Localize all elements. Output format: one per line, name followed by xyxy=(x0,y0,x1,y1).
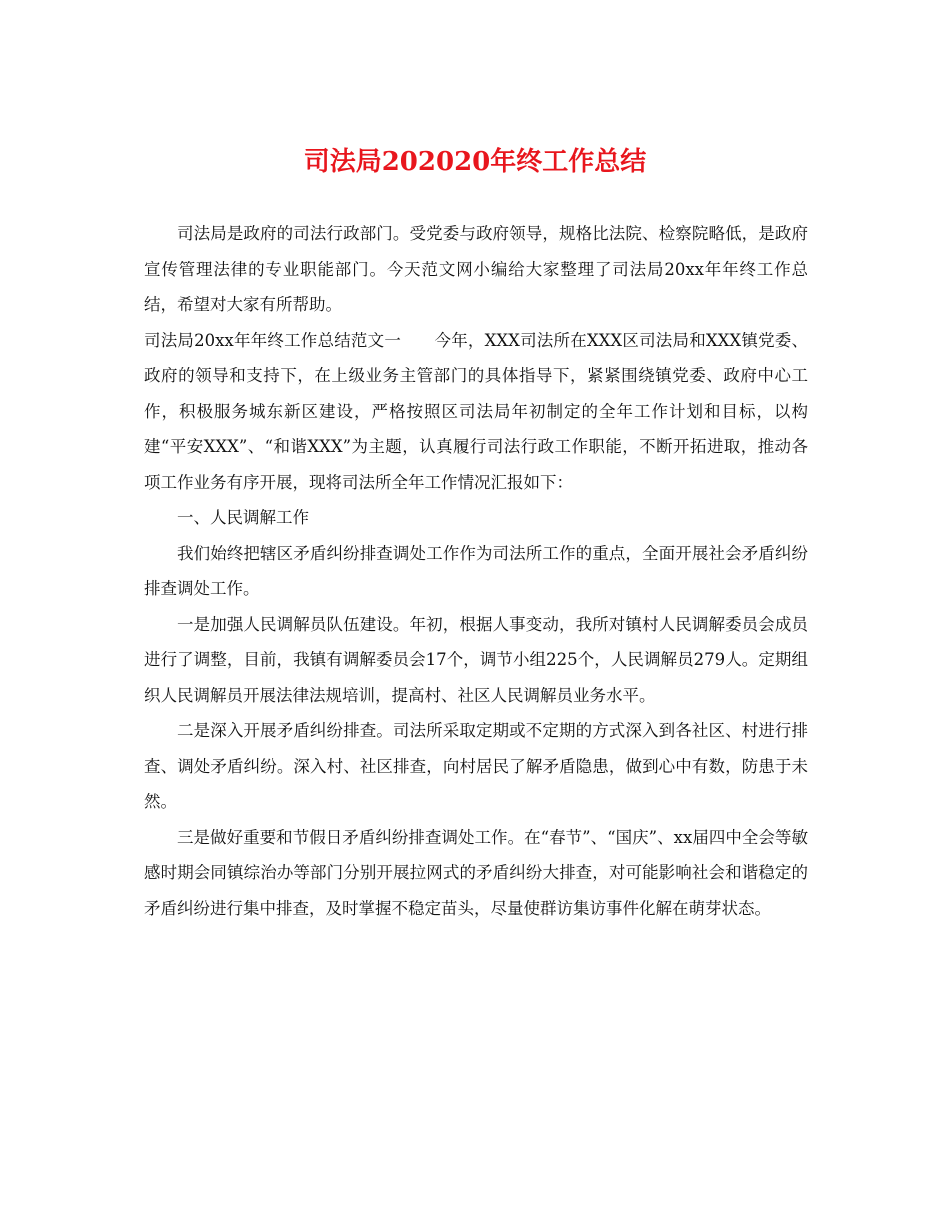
document-title: 司法局202020年终工作总结 xyxy=(303,147,647,177)
section-heading-mediation: 一、人民调解工作 xyxy=(177,508,309,527)
paragraph-holiday-screening: 三是做好重要和节假日矛盾纠纷排查调处工作。在“春节”、“国庆”、xx届四中全会等敏感时期会同镇综治办等部门分别开展拉网式的矛盾纠纷大排查，对可能影响社会和谐稳定的矛盾纠纷进行集中排查，及时掌握不稳定苗头，尽量使群访集访事件化解在萌芽状态。 xyxy=(144,827,808,918)
document-body xyxy=(144,216,808,926)
paragraph-dispute-screening: 二是深入开展矛盾纠纷排查。司法所采取定期或不定期的方式深入到各社区、村进行排查、调处矛盾纠纷。深入村、社区排查，向村居民了解矛盾隐患，做到心中有数，防患于未然。 xyxy=(144,721,808,811)
paragraph-mediator-team: 一是加强人民调解员队伍建设。年初，根据人事变动，我所对镇村人民调解委员会成员进行了调整，目前，我镇有调解委员会17个，调节小组225个，人民调解员279人。定期组织人民调解员开展法律法规培训，提高村、社区人民调解员业务水平。 xyxy=(144,614,808,705)
paragraph-summary-opening: 司法局20xx年年终工作总结范文一 今年，XXX司法所在XXX区司法局和XXX镇党委、政府的领导和支持下，在上级业务主管部门的具体指导下，紧紧围绕镇党委、政府中心工作，积极服务城东新区建设，严格按照区司法局年初制定的全年工作计划和目标，以构建“平安XXX”、“和谐XXX”为主题，认真履行司法行政工作职能，不断开拓进取，推动各项工作业务有序开展，现将司法所全年工作情况汇报如下： xyxy=(144,330,808,492)
paragraph-mediation-focus: 我们始终把辖区矛盾纠纷排查调处工作作为司法所工作的重点，全面开展社会矛盾纠纷排查调处工作。 xyxy=(144,543,808,598)
paragraph-intro: 司法局是政府的司法行政部门。受党委与政府领导，规格比法院、检察院略低，是政府宣传管理法律的专业职能部门。今天范文网小编给大家整理了司法局20xx年年终工作总结，希望对大家有所帮助。 xyxy=(144,224,808,314)
